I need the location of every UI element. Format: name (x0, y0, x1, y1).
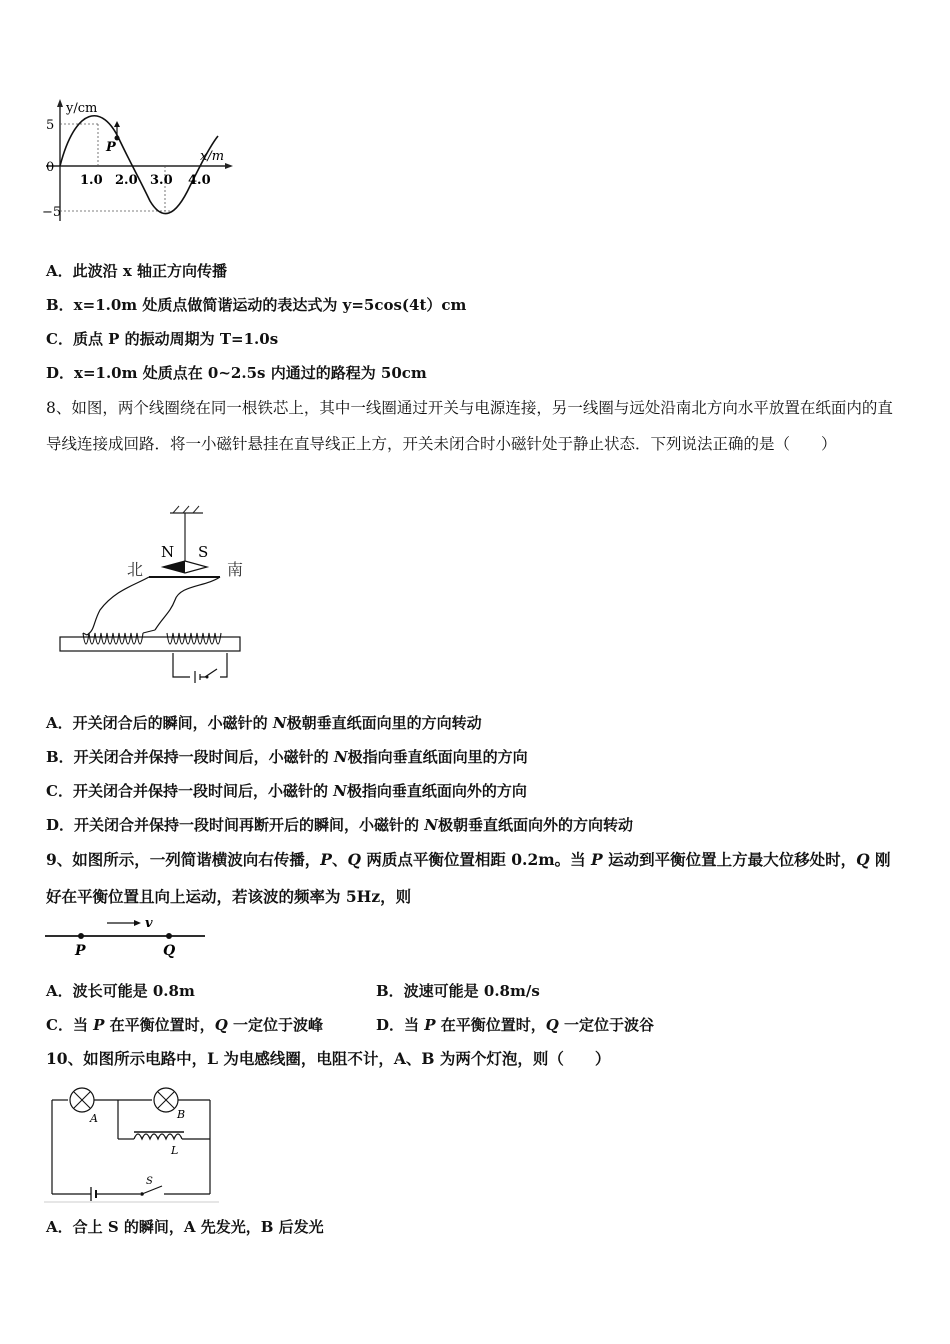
velocity-label: v (145, 916, 153, 931)
point-q (166, 933, 172, 939)
q9-stem-line2: 好在平衡位置且向上运动，若该波的频率为 5Hz，则 (46, 887, 412, 906)
x-axis-label: x/m (200, 149, 225, 164)
coil-compass-figure (55, 505, 255, 695)
lamp-a-label: A (90, 1112, 98, 1125)
x-axis-arrow (225, 163, 233, 169)
q9-option-d: D．当 P 在平衡位置时，Q 一定位于波谷 (376, 1016, 655, 1034)
needle-s-label: S (198, 543, 209, 561)
inductor-circuit-figure (44, 1084, 219, 1204)
q9-option-a: A．波长可能是 0.8m (46, 982, 195, 1000)
q7-option-b: B．x=1.0m 处质点做简谐运动的表达式为 y=5cos(4t）cm (46, 296, 467, 314)
x-tick-4: 4.0 (188, 173, 211, 188)
lamp-b-label: B (177, 1108, 186, 1121)
q8-stem: 8、如图，两个线圈绕在同一根铁芯上，其中一线圈通过开关与电源连接，另一线圈与远处沿南北方向水平放置在纸面内的直导线连接成回路．将一小磁针悬挂在直导线正上方，开关未闭合时小磁针处于静止状态．下列说法正确的是（ ） (46, 399, 893, 453)
y-axis-arrow (57, 99, 63, 107)
inductor-label: L (171, 1144, 179, 1157)
y-min-label: −5 (42, 205, 62, 220)
point-p-label: P (106, 140, 116, 155)
y-axis-label: y/cm (66, 101, 98, 116)
q10-stem: 10、如图所示电路中，L 为电感线圈，电阻不计，A、B 为两个灯泡，则（ ） (46, 1049, 611, 1068)
q7-option-c: C．质点 P 的振动周期为 T=1.0s (46, 330, 279, 348)
north-label: 北 (127, 560, 144, 579)
q8-option-d: D．开关闭合并保持一段时间再断开后的瞬间，小磁针的 N极朝垂直纸面向外的方向转动 (46, 816, 633, 834)
wave-direction-figure (45, 913, 210, 963)
wave-graph-figure (40, 96, 240, 226)
x-tick-1: 1.0 (80, 173, 103, 188)
iron-core (60, 637, 240, 651)
q8-option-b: B．开关闭合并保持一段时间后，小磁针的 N极指向垂直纸面向里的方向 (46, 748, 528, 766)
switch-circuit (173, 653, 227, 683)
q10-option-a: A．合上 S 的瞬间，A 先发光，B 后发光 (46, 1218, 324, 1236)
x-tick-3: 3.0 (150, 173, 173, 188)
q8-option-c: C．开关闭合并保持一段时间后，小磁针的 N极指向垂直纸面向外的方向 (46, 782, 527, 800)
point-p (78, 933, 84, 939)
point-p-label: P (75, 943, 86, 959)
x-tick-2: 2.0 (115, 173, 138, 188)
q7-option-d: D．x=1.0m 处质点在 0~2.5s 内通过的路程为 50cm (46, 364, 427, 382)
south-label: 南 (227, 560, 244, 579)
y-max-label: 5 (46, 118, 55, 133)
q7-option-a: A．此波沿 x 轴正方向传播 (46, 262, 228, 280)
switch-s (142, 1186, 162, 1194)
needle-n-label: N (161, 543, 175, 561)
switch-label: S (146, 1176, 153, 1187)
inductor-coil (134, 1134, 182, 1139)
q8-option-a: A．开关闭合后的瞬间，小磁针的 N极朝垂直纸面向里的方向转动 (46, 714, 482, 732)
origin-label: 0 (46, 160, 55, 175)
q9-option-c: C．当 P 在平衡位置时，Q 一定位于波峰 (46, 1016, 323, 1034)
point-q-label: Q (163, 943, 176, 959)
q9-stem-line1: 9、如图所示，一列简谐横波向右传播，P、Q 两质点平衡位置相距 0.2m。当 P 运动到平衡位置上方最大位移处时，Q 刚 (46, 850, 891, 869)
q9-option-b: B．波速可能是 0.8m/s (376, 982, 540, 1000)
wave-curve (60, 116, 218, 214)
